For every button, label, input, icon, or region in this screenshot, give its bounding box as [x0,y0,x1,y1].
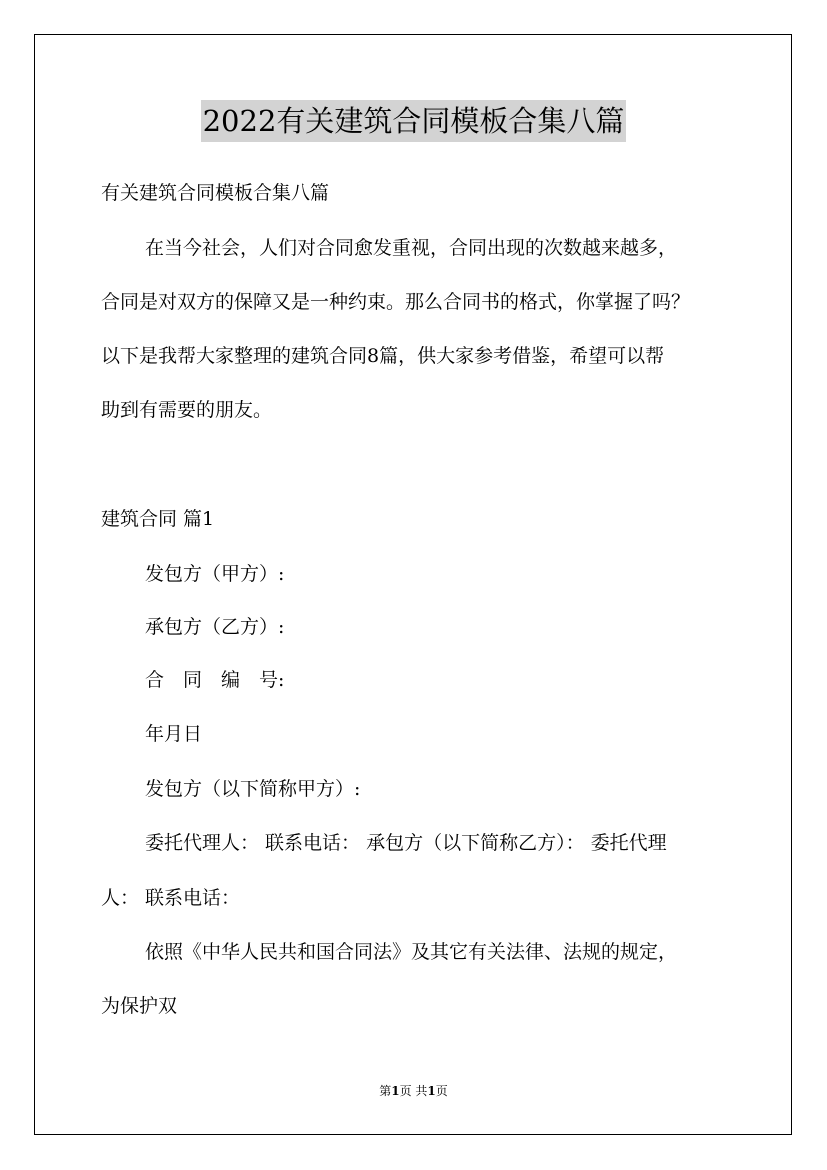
agent-contact-line: 委托代理人： 联系电话： 承包方（以下简称乙方）： 委托代理 [145,832,667,854]
intro-line-1: 在当今社会，人们对合同愈发重视，合同出现的次数越来越多， [145,237,678,259]
intro-line-2: 合同是对双方的保障又是一种约束。那么合同书的格式，你掌握了吗？ [101,291,691,313]
footer-page-total: 1 [427,1084,436,1098]
contract-date: 年月日 [145,723,203,745]
intro-line-4: 助到有需要的朋友。 [101,399,273,421]
footer-mid: 页 共 [399,1084,428,1098]
contract-party-b: 承包方（乙方）: [145,616,285,638]
footer-prefix: 第 [379,1084,392,1098]
document-subtitle: 有关建筑合同模板合集八篇 [101,182,330,204]
footer-page-number: 1 [391,1084,400,1098]
contract-party-a: 发包方（甲方）: [145,563,285,585]
legal-basis-line: 依照《中华人民共和国合同法》及其它有关法律、法规的规定， [145,941,678,963]
footer-suffix: 页 [435,1084,448,1098]
intro-line-3: 以下是我帮大家整理的建筑合同8篇，供大家参考借鉴，希望可以帮 [101,345,665,367]
agent-contact-line-cont: 人： 联系电话： [101,887,241,909]
document-title: 2022有关建筑合同模板合集八篇 [201,100,627,142]
section-heading: 建筑合同 篇1 [101,508,215,530]
party-a-full: 发包方（以下简称甲方）: [145,778,361,800]
title-container [0,100,827,142]
contract-number: 合 同 编 号: [145,669,285,691]
legal-basis-line-cont: 为保护双 [101,995,178,1017]
page-footer [0,1083,827,1099]
